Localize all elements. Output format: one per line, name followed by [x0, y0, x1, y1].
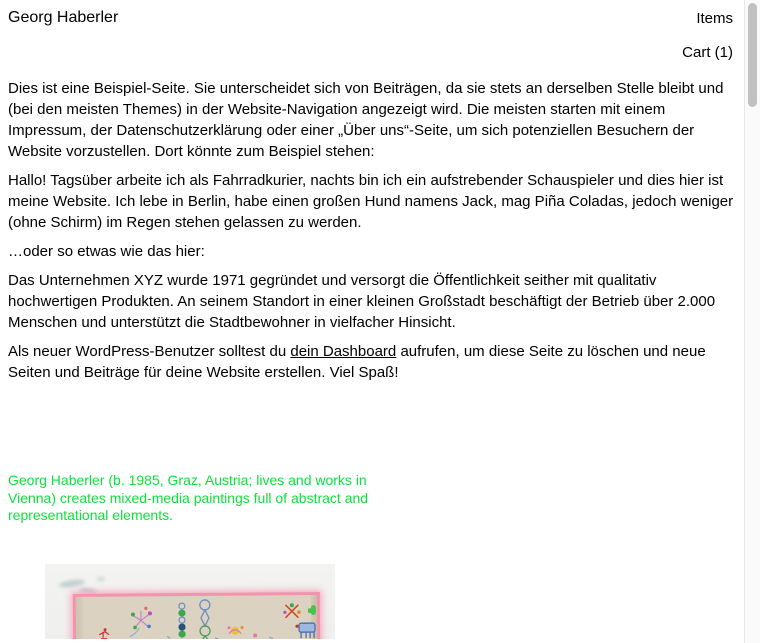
wall-smudge — [79, 587, 97, 594]
paragraph-oder: …oder so etwas wie das hier: — [8, 243, 205, 260]
paragraph-hallo: Hallo! Tagsüber arbeite ich als Fahrradkurier, nachts bin ich ein aufstrebender Schauspieler und dies hier ist meine Website. Ich lebe in Berlin, habe einen großen Hund namens Jack, mag Piña Coladas, jedoch weniger (ohne Schirm) im Regen stehen gelassen zu werden. — [8, 172, 734, 231]
pink-dot-doodle — [253, 633, 257, 637]
page-content — [8, 78, 736, 639]
top-nav — [682, 0, 733, 61]
dashboard-text-before: Als neuer WordPress-Benutzer solltest du — [8, 343, 291, 360]
paragraph-dashboard — [8, 341, 736, 383]
nav-link-items[interactable]: Items — [696, 10, 733, 27]
bead-chain-doodle — [179, 603, 185, 637]
flower-doodle — [130, 606, 152, 636]
scrollbar-thumb[interactable] — [748, 3, 757, 107]
paragraph-intro: Dies ist eine Beispiel-Seite. Sie unterscheidet sich von Beiträgen, da sie stets an derselben Stelle bleibt und (bei den meisten Themes) in der Website-Navigation angezeigt wird. Die meisten starten mit einem Impressum, der Datenschutzerklärung oder einer „Über uns“-Seite, um sich potenziellen Besuchern der Website vorzustellen. Dort könnte zum Beispiel stehen: — [8, 80, 724, 160]
site-title[interactable]: Georg Haberler — [8, 9, 119, 26]
link-chain-doodle — [200, 599, 210, 638]
x-doodle — [283, 603, 301, 617]
yellow-figure-doodle — [228, 626, 244, 635]
dashboard-link[interactable]: dein Dashboard — [290, 343, 397, 360]
red-figure-doodle — [99, 628, 109, 639]
animal-doodle — [295, 623, 315, 638]
painting-doodles-graphic — [83, 597, 317, 639]
nav-link-cart[interactable]: Cart (1) — [682, 44, 733, 61]
scrollbar-track[interactable] — [744, 0, 760, 643]
artwork-photo — [45, 564, 335, 639]
artist-statement: Georg Haberler (b. 1985, Graz, Austria; lives and works in Vienna) creates mixed-media paintings full of abstract and representational elements. — [8, 472, 369, 523]
wall-smudge — [97, 577, 105, 581]
dashboard-text-after: aufrufen, um diese Seite zu löschen und neue Seiten und Beiträge für deine Website erstellen. Viel Spaß! — [8, 343, 706, 381]
cactus-doodle — [308, 605, 316, 615]
painting-pink-frame — [73, 592, 320, 639]
paragraph-unternehmen: Das Unternehmen XYZ wurde 1971 gegründet und versorgt die Öffentlichkeit seither mit qualitativ hochwertigen Produkten. An seinem Standort in einer kleinen Großstadt beschäftigt der Betrieb über 2.000 Menschen und unterstützt die Stadtbewohner in vielfacher Hinsicht. — [8, 272, 716, 331]
wall-smudge — [59, 578, 86, 589]
